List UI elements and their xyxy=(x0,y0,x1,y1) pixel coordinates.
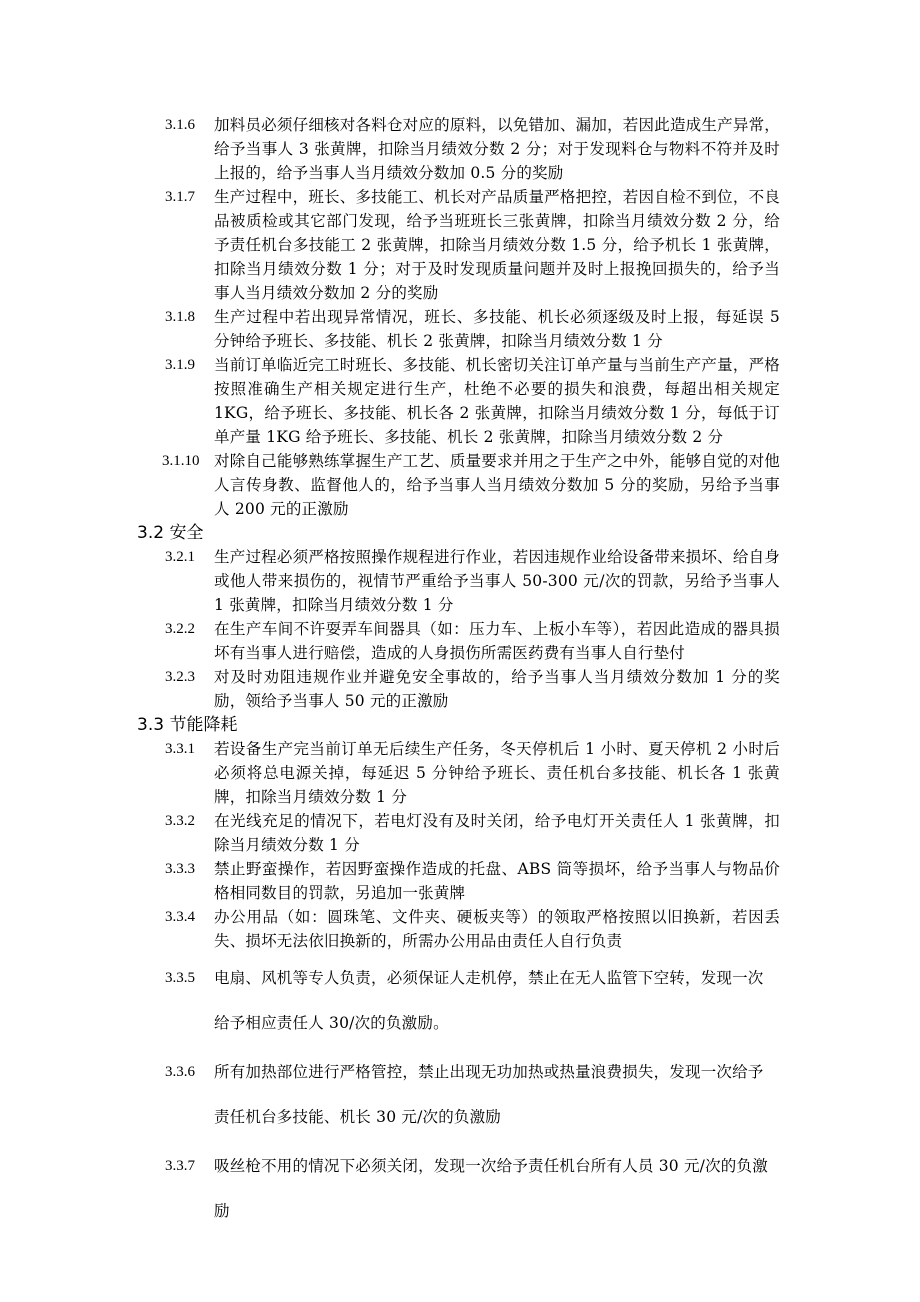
section-heading-energy-saving: 3.3 节能降耗 xyxy=(137,715,238,735)
clause-number: 3.3.2 xyxy=(165,813,195,829)
clause-number: 3.1.8 xyxy=(165,309,195,325)
clause-text: 在生产车间不许耍弄车间器具（如：压力车、上板小车等），若因此造成的器具损坏有当事人进行赔偿，造成的人身损伤所需医药费有当事人自行垫付 xyxy=(214,620,780,662)
clause-line-1: 吸丝枪不用的情况下必须关闭，发现一次给予责任机台所有人员 30 元/次的负激 xyxy=(214,1157,768,1175)
clause-line-2: 励 xyxy=(214,1202,230,1220)
clause-number: 3.3.3 xyxy=(165,861,195,877)
clause-line-2: 给予相应责任人 30/次的负激励。 xyxy=(214,1014,449,1032)
clause-text xyxy=(214,1060,780,1129)
clause-number: 3.2.1 xyxy=(165,549,195,565)
clause-number: 3.3.4 xyxy=(165,909,195,925)
clause-number: 3.3.6 xyxy=(165,1064,195,1080)
clause-line-1: 所有加热部位进行严格管控，禁止出现无功加热或热量浪费损失，发现一次给予 xyxy=(214,1063,764,1081)
clause-number: 3.2.3 xyxy=(165,669,195,685)
clause-text: 办公用品（如：圆珠笔、文件夹、硬板夹等）的领取严格按照以旧换新，若因丢失、损坏无法依旧换新的，所需办公用品由责任人自行负责 xyxy=(214,908,780,950)
clause-number: 3.3.7 xyxy=(165,1158,195,1174)
clause-text xyxy=(214,966,780,1035)
clause-text: 加料员必须仔细核对各料仓对应的原料，以免错加、漏加，若因此造成生产异常，给予当事人 3 张黄牌，扣除当月绩效分数 2 分；对于发现料仓与物料不符并及时上报的，给予当事人当月绩效分数加 0.5 分的奖励 xyxy=(214,116,780,182)
clause-number: 3.2.2 xyxy=(165,621,195,637)
section-heading-safety: 3.2 安全 xyxy=(137,523,204,543)
clause-number: 3.1.9 xyxy=(165,357,195,373)
clause-number: 3.3.1 xyxy=(165,741,195,757)
clause-text: 禁止野蛮操作，若因野蛮操作造成的托盘、ABS 筒等损坏，给予当事人与物品价格相同数目的罚款，另追加一张黄牌 xyxy=(214,860,780,902)
clause-text xyxy=(214,1154,780,1223)
clause-number: 3.1.6 xyxy=(165,117,195,133)
clause-text: 若设备生产完当前订单无后续生产任务，冬天停机后 1 小时、夏天停机 2 小时后必须将总电源关掉，每延迟 5 分钟给予班长、责任机台多技能、机长各 1 张黄牌，扣除当月绩效分数 1 分 xyxy=(214,740,780,806)
clause-number: 3.1.10 xyxy=(162,453,200,469)
clause-text: 生产过程必须严格按照操作规程进行作业，若因违规作业给设备带来损坏、给自身或他人带来损伤的，视情节严重给予当事人 50-300 元/次的罚款，另给予当事人 1 张黄牌，扣除当月绩效分数 1 分 xyxy=(214,548,780,614)
clause-text: 在光线充足的情况下，若电灯没有及时关闭，给予电灯开关责任人 1 张黄牌，扣除当月绩效分数 1 分 xyxy=(214,812,780,854)
clause-line-2: 责任机台多技能、机长 30 元/次的负激励 xyxy=(214,1108,502,1126)
clause-number: 3.1.7 xyxy=(165,189,195,205)
clause-text: 对除自己能够熟练掌握生产工艺、质量要求并用之于生产之中外，能够自觉的对他人言传身教、监督他人的，给予当事人当月绩效分数加 5 分的奖励，另给予当事人 200 元的正激励 xyxy=(214,452,780,518)
clause-text: 生产过程中若出现异常情况，班长、多技能、机长必须逐级及时上报，每延误 5 分钟给予班长、多技能、机长 2 张黄牌，扣除当月绩效分数 1 分 xyxy=(214,308,780,350)
clause-text: 当前订单临近完工时班长、多技能、机长密切关注订单产量与当前生产产量，严格按照准确生产相关规定进行生产，杜绝不必要的损失和浪费，每超出相关规定 1KG，给予班长、多技能、机长各 2 张黄牌，扣除当月绩效分数 1 分，每低于订单产量 1KG 给予班长、多技能、机长 2 张黄牌，扣除当月绩效分数 2 分 xyxy=(214,356,780,446)
clause-number: 3.3.5 xyxy=(165,970,195,986)
clause-line-1: 电扇、风机等专人负责，必须保证人走机停，禁止在无人监管下空转，发现一次 xyxy=(214,969,764,987)
clause-text: 对及时劝阻违规作业并避免安全事故的，给予当事人当月绩效分数加 1 分的奖励，领给予当事人 50 元的正激励 xyxy=(214,668,780,710)
clause-text: 生产过程中，班长、多技能工、机长对产品质量严格把控，若因自检不到位，不良品被质检或其它部门发现，给予当班班长三张黄牌，扣除当月绩效分数 2 分，给予责任机台多技能工 2 张黄牌，扣除当月绩效分数 1.5 分，给予机长 1 张黄牌，扣除当月绩效分数 1 分；对于及时发现质量问题并及时上报挽回损失的，给予当事人当月绩效分数加 2 分的奖励 xyxy=(214,188,780,302)
